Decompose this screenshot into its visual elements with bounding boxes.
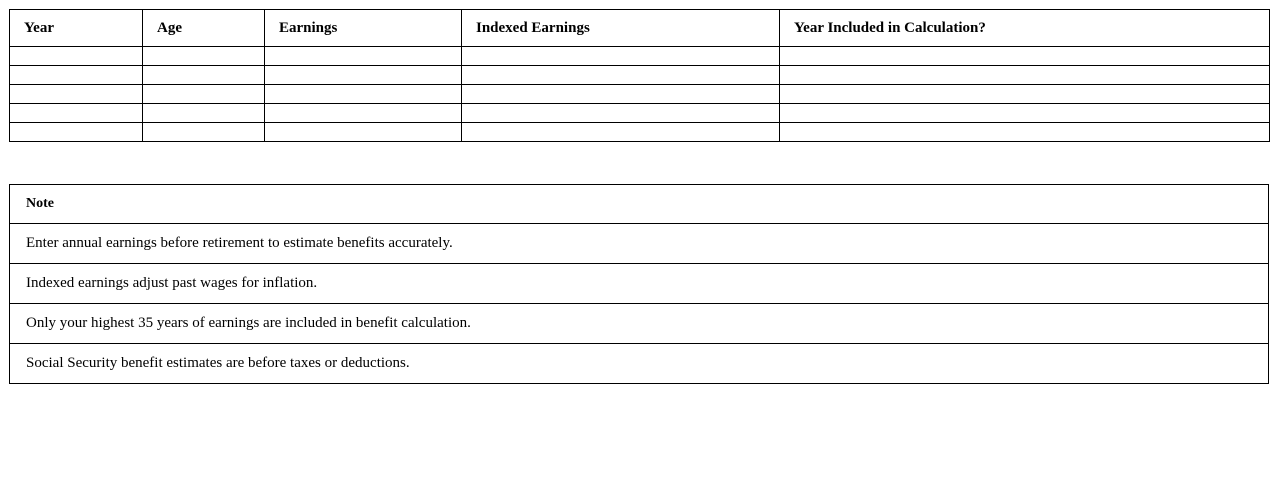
cell-indexed-earnings[interactable] (462, 66, 780, 85)
note-table-head (10, 185, 1269, 224)
cell-year[interactable] (10, 47, 143, 66)
cell-age[interactable] (143, 66, 265, 85)
cell-year-included[interactable] (780, 66, 1270, 85)
note-text: Indexed earnings adjust past wages for inflation. (10, 264, 1269, 304)
table-row[interactable] (10, 104, 1270, 123)
list-item (10, 344, 1269, 384)
cell-earnings[interactable] (265, 66, 462, 85)
note-table (9, 184, 1269, 384)
earnings-table-body (10, 47, 1270, 142)
cell-year-included[interactable] (780, 47, 1270, 66)
note-header: Note (10, 185, 1269, 224)
list-item (10, 224, 1269, 264)
cell-year[interactable] (10, 66, 143, 85)
cell-year[interactable] (10, 85, 143, 104)
list-item (10, 264, 1269, 304)
note-text: Social Security benefit estimates are before taxes or deductions. (10, 344, 1269, 384)
note-table-body (10, 224, 1269, 384)
cell-year[interactable] (10, 123, 143, 142)
table-row[interactable] (10, 85, 1270, 104)
table-row[interactable] (10, 47, 1270, 66)
column-header-age: Age (143, 10, 265, 47)
cell-earnings[interactable] (265, 85, 462, 104)
cell-year-included[interactable] (780, 104, 1270, 123)
cell-indexed-earnings[interactable] (462, 85, 780, 104)
cell-age[interactable] (143, 47, 265, 66)
note-text: Enter annual earnings before retirement to estimate benefits accurately. (10, 224, 1269, 264)
column-header-indexed-earnings: Indexed Earnings (462, 10, 780, 47)
table-row[interactable] (10, 66, 1270, 85)
cell-age[interactable] (143, 123, 265, 142)
cell-year[interactable] (10, 104, 143, 123)
cell-age[interactable] (143, 85, 265, 104)
note-table-header-row (10, 185, 1269, 224)
column-header-year-included: Year Included in Calculation? (780, 10, 1270, 47)
cell-earnings[interactable] (265, 47, 462, 66)
earnings-table-header-row (10, 10, 1270, 47)
column-header-earnings: Earnings (265, 10, 462, 47)
cell-indexed-earnings[interactable] (462, 123, 780, 142)
cell-year-included[interactable] (780, 85, 1270, 104)
column-header-year: Year (10, 10, 143, 47)
cell-indexed-earnings[interactable] (462, 47, 780, 66)
list-item (10, 304, 1269, 344)
cell-age[interactable] (143, 104, 265, 123)
earnings-table-head (10, 10, 1270, 47)
note-text: Only your highest 35 years of earnings are included in benefit calculation. (10, 304, 1269, 344)
earnings-table (9, 9, 1270, 142)
table-row[interactable] (10, 123, 1270, 142)
cell-indexed-earnings[interactable] (462, 104, 780, 123)
cell-earnings[interactable] (265, 104, 462, 123)
cell-year-included[interactable] (780, 123, 1270, 142)
cell-earnings[interactable] (265, 123, 462, 142)
